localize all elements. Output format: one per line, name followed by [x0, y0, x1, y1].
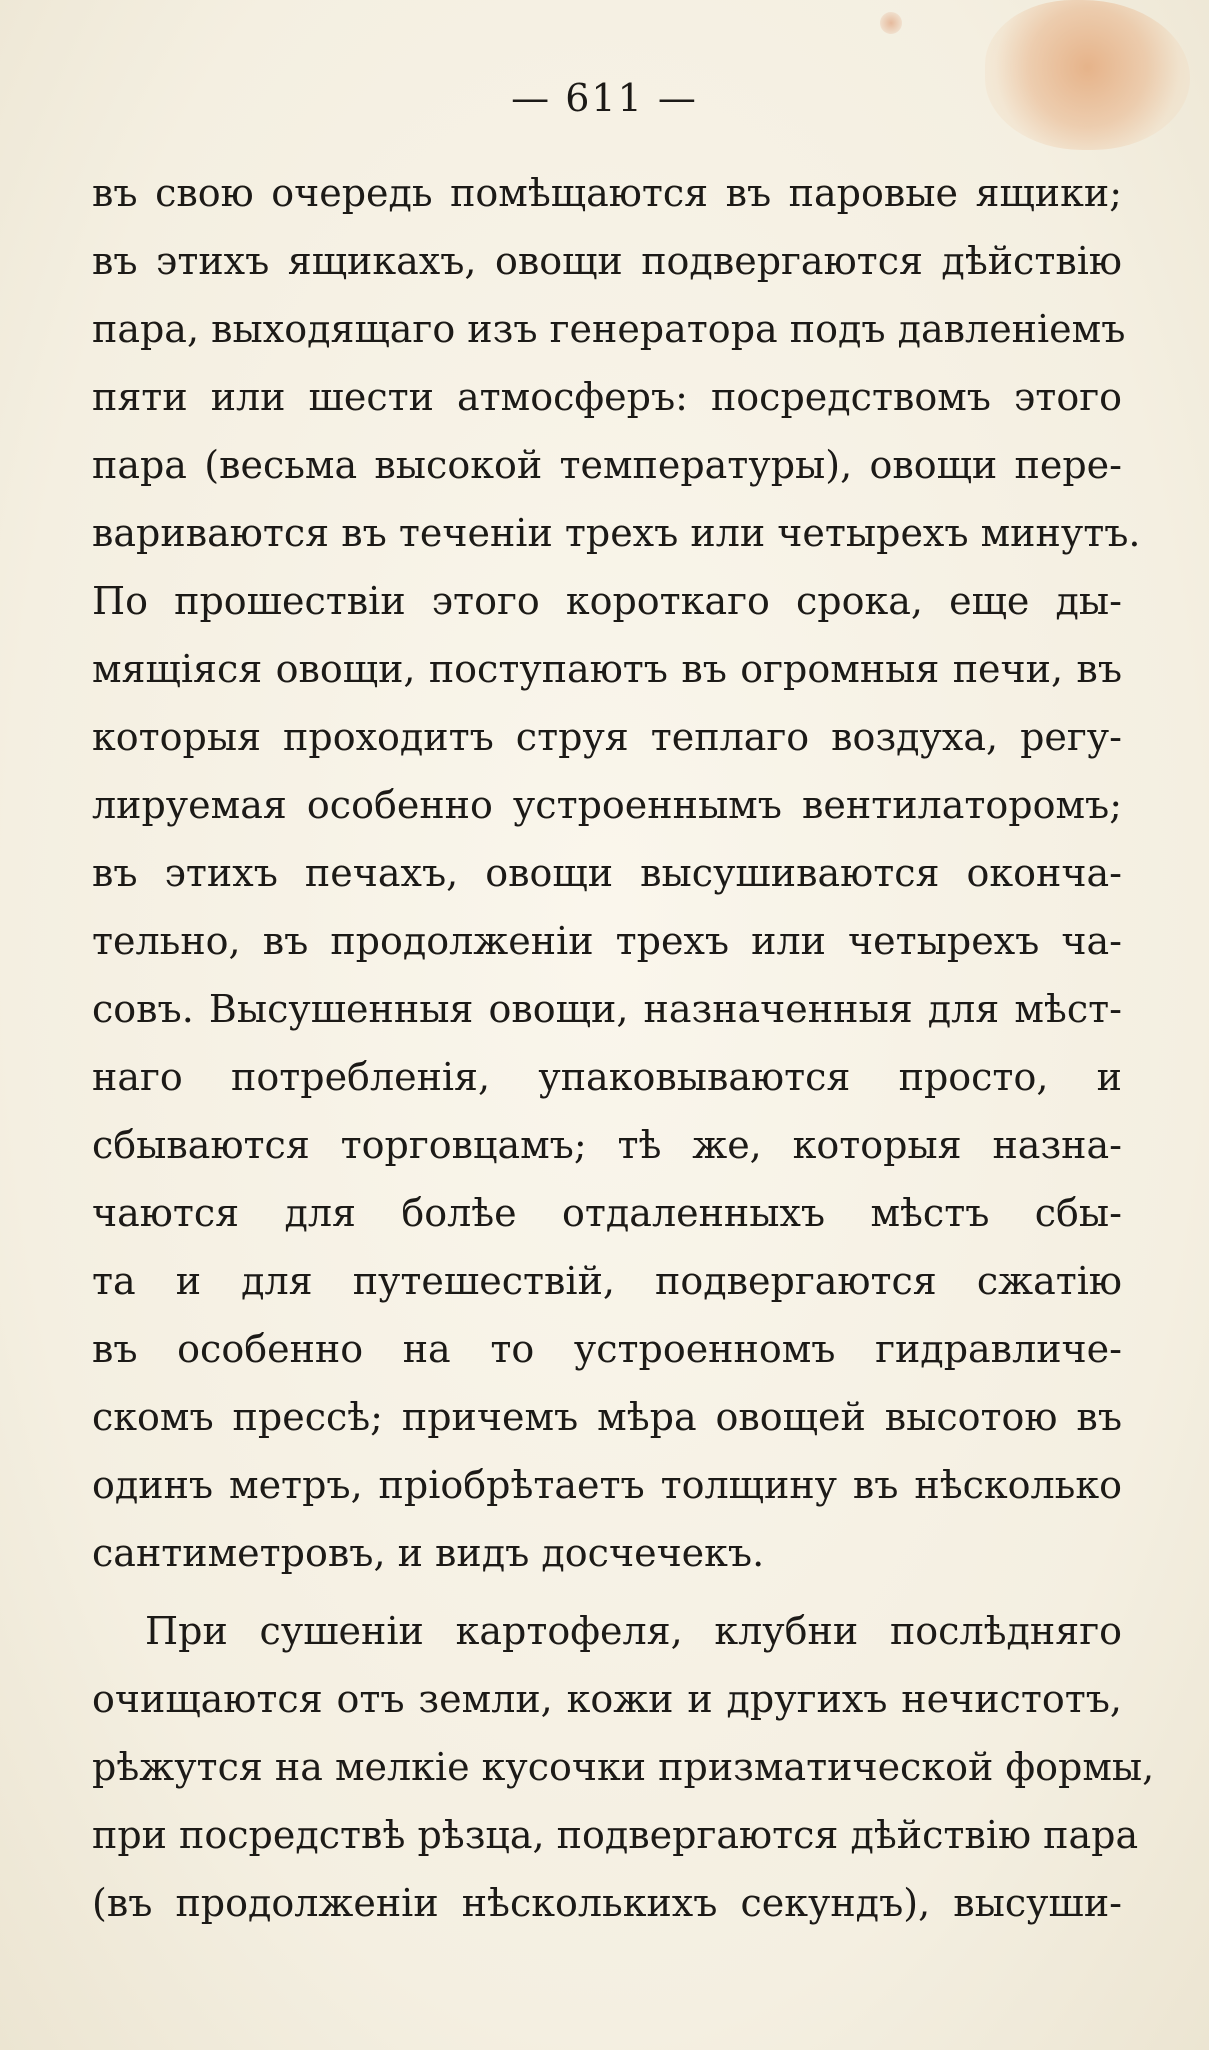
- text-line: при посредствѣ рѣзца, подвергаются дѣйствію пара: [92, 1813, 1139, 1857]
- text-line: которыя проходитъ струя теплаго воздуха, регу-: [92, 715, 1122, 759]
- text-line: тельно, въ продолженіи трехъ или четырехъ ча-: [92, 919, 1122, 963]
- text-line: въ этихъ печахъ, овощи высушиваются оконча-: [92, 851, 1122, 895]
- text-line: та и для путешествій, подвергаются сжатію: [92, 1259, 1122, 1303]
- text-line: рѣжутся на мелкіе кусочки призматической формы,: [92, 1745, 1155, 1789]
- text-line: пара (весьма высокой температуры), овощи пере-: [92, 443, 1122, 487]
- text-line: лируемая особенно устроеннымъ вентилаторомъ;: [92, 783, 1122, 827]
- text-line: вариваются въ теченіи трехъ или четырехъ минутъ.: [92, 511, 1141, 555]
- text-line: пяти или шести атмосферъ: посредствомъ этого: [92, 375, 1122, 419]
- page-number: — 611 —: [511, 76, 698, 120]
- text-line: совъ. Высушенныя овощи, назначенныя для мѣст-: [92, 987, 1122, 1031]
- text-line: въ особенно на то устроенномъ гидравличе-: [92, 1327, 1122, 1371]
- text-line: сантиметровъ, и видъ досчечекъ.: [92, 1531, 765, 1575]
- text-line: очищаются отъ земли, кожи и другихъ нечистотъ,: [92, 1677, 1122, 1721]
- text-line: одинъ метръ, пріобрѣтаетъ толщину въ нѣсколько: [92, 1463, 1122, 1507]
- text-line: (въ продолженіи нѣсколькихъ секундъ), высуши-: [92, 1881, 1122, 1925]
- text-line: въ этихъ ящикахъ, овощи подвергаются дѣйствію: [92, 239, 1122, 283]
- text-line: въ свою очередь помѣщаются въ паровые ящики;: [92, 171, 1122, 215]
- text-line: При сушеніи картофеля, клубни послѣдняго: [145, 1609, 1122, 1653]
- paper-spot: [880, 12, 902, 34]
- text-line: наго потребленія, упаковываются просто, и: [92, 1055, 1122, 1099]
- text-line: мящіяся овощи, поступаютъ въ огромныя печи, въ: [92, 647, 1122, 691]
- text-line: чаются для болѣе отдаленныхъ мѣстъ сбы-: [92, 1191, 1122, 1235]
- text-line: По прошествіи этого короткаго срока, еще ды-: [92, 579, 1122, 623]
- text-line: пара, выходящаго изъ генератора подъ давленіемъ: [92, 307, 1126, 351]
- text-line: сбываются торговцамъ; тѣ же, которыя назна-: [92, 1123, 1122, 1167]
- text-line: скомъ прессѣ; причемъ мѣра овощей высотою въ: [92, 1395, 1122, 1439]
